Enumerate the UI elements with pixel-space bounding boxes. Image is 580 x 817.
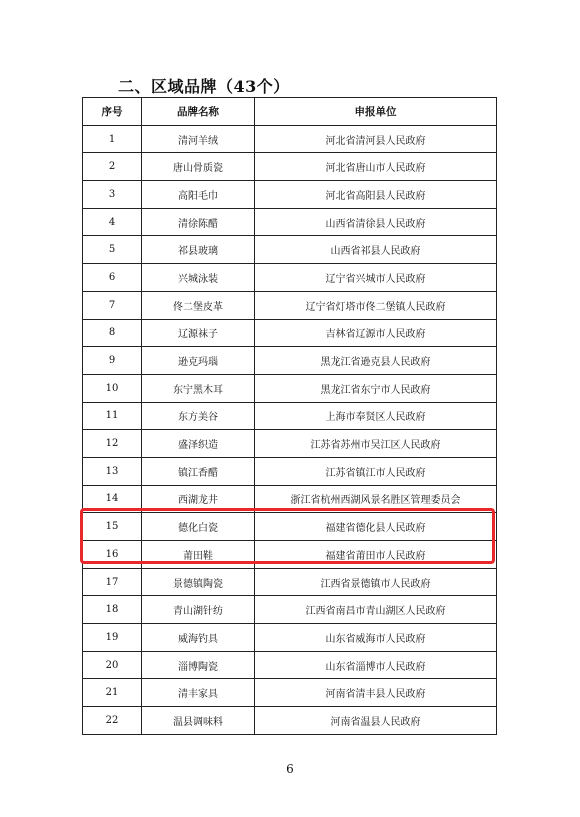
cell-brand-name: 辽源袜子 bbox=[142, 319, 255, 347]
table-row bbox=[83, 651, 497, 679]
table-body bbox=[83, 125, 497, 734]
cell-applicant: 河北省高阳县人民政府 bbox=[255, 181, 497, 209]
table-row bbox=[83, 264, 497, 292]
cell-brand-name: 温县调味料 bbox=[142, 707, 255, 735]
cell-applicant: 浙江省杭州西湖风景名胜区管理委员会 bbox=[255, 485, 497, 513]
cell-brand-name: 东方美谷 bbox=[142, 402, 255, 430]
cell-brand-name: 唐山骨质瓷 bbox=[142, 153, 255, 181]
page-number: 6 bbox=[286, 762, 294, 776]
table-row bbox=[83, 319, 497, 347]
table-row bbox=[83, 236, 497, 264]
table-row bbox=[83, 374, 497, 402]
cell-brand-name: 清徐陈醋 bbox=[142, 208, 255, 236]
cell-brand-name: 淄博陶瓷 bbox=[142, 651, 255, 679]
cell-applicant: 上海市奉贤区人民政府 bbox=[255, 402, 497, 430]
cell-index: 17 bbox=[83, 568, 142, 596]
cell-index: 7 bbox=[83, 291, 142, 319]
cell-index: 15 bbox=[83, 513, 142, 541]
cell-index: 3 bbox=[83, 181, 142, 209]
cell-applicant: 山西省清徐县人民政府 bbox=[255, 208, 497, 236]
table-row bbox=[83, 208, 497, 236]
table-row bbox=[83, 679, 497, 707]
cell-applicant: 辽宁省兴城市人民政府 bbox=[255, 264, 497, 292]
cell-applicant: 河南省清丰县人民政府 bbox=[255, 679, 497, 707]
table-row bbox=[83, 291, 497, 319]
cell-brand-name: 景德镇陶瓷 bbox=[142, 568, 255, 596]
cell-brand-name: 盛泽织造 bbox=[142, 430, 255, 458]
cell-index: 10 bbox=[83, 374, 142, 402]
table-row bbox=[83, 457, 497, 485]
cell-brand-name: 威海钓具 bbox=[142, 624, 255, 652]
cell-applicant: 吉林省辽源市人民政府 bbox=[255, 319, 497, 347]
cell-index: 1 bbox=[83, 125, 142, 153]
cell-brand-name: 莆田鞋 bbox=[142, 541, 255, 569]
cell-index: 11 bbox=[83, 402, 142, 430]
highlight-box bbox=[80, 508, 495, 564]
table-row bbox=[83, 347, 497, 375]
cell-applicant: 江苏省苏州市吴江区人民政府 bbox=[255, 430, 497, 458]
cell-index: 16 bbox=[83, 541, 142, 569]
cell-applicant: 山东省威海市人民政府 bbox=[255, 624, 497, 652]
cell-brand-name: 逊克玛瑙 bbox=[142, 347, 255, 375]
cell-applicant: 江西省南昌市青山湖区人民政府 bbox=[255, 596, 497, 624]
cell-brand-name: 高阳毛巾 bbox=[142, 181, 255, 209]
cell-brand-name: 兴城泳装 bbox=[142, 264, 255, 292]
cell-index: 9 bbox=[83, 347, 142, 375]
header-index: 序号 bbox=[83, 98, 142, 126]
table-row bbox=[83, 125, 497, 153]
cell-brand-name: 佟二堡皮革 bbox=[142, 291, 255, 319]
cell-brand-name: 祁县玻璃 bbox=[142, 236, 255, 264]
table-row bbox=[83, 402, 497, 430]
cell-index: 21 bbox=[83, 679, 142, 707]
cell-applicant: 山西省祁县人民政府 bbox=[255, 236, 497, 264]
cell-index: 22 bbox=[83, 707, 142, 735]
cell-index: 4 bbox=[83, 208, 142, 236]
cell-index: 6 bbox=[83, 264, 142, 292]
table-row bbox=[83, 568, 497, 596]
table-header-row bbox=[83, 98, 497, 126]
header-applicant: 申报单位 bbox=[255, 98, 497, 126]
cell-brand-name: 西湖龙井 bbox=[142, 485, 255, 513]
cell-brand-name: 清丰家具 bbox=[142, 679, 255, 707]
cell-applicant: 江西省景德镇市人民政府 bbox=[255, 568, 497, 596]
cell-brand-name: 德化白瓷 bbox=[142, 513, 255, 541]
cell-index: 8 bbox=[83, 319, 142, 347]
cell-index: 12 bbox=[83, 430, 142, 458]
table-row bbox=[83, 596, 497, 624]
cell-index: 2 bbox=[83, 153, 142, 181]
section-title: 二、区域品牌（43个） bbox=[118, 77, 290, 96]
cell-index: 19 bbox=[83, 624, 142, 652]
cell-index: 5 bbox=[83, 236, 142, 264]
cell-brand-name: 镇江香醋 bbox=[142, 457, 255, 485]
cell-brand-name: 东宁黑木耳 bbox=[142, 374, 255, 402]
cell-applicant: 辽宁省灯塔市佟二堡镇人民政府 bbox=[255, 291, 497, 319]
cell-index: 20 bbox=[83, 651, 142, 679]
table-row bbox=[83, 181, 497, 209]
cell-brand-name: 青山湖针纺 bbox=[142, 596, 255, 624]
header-brand-name: 品牌名称 bbox=[142, 98, 255, 126]
cell-applicant: 江苏省镇江市人民政府 bbox=[255, 457, 497, 485]
cell-applicant: 黑龙江省逊克县人民政府 bbox=[255, 347, 497, 375]
cell-index: 14 bbox=[83, 485, 142, 513]
cell-index: 18 bbox=[83, 596, 142, 624]
brand-table bbox=[82, 97, 497, 735]
cell-applicant: 福建省德化县人民政府 bbox=[255, 513, 497, 541]
cell-applicant: 黑龙江省东宁市人民政府 bbox=[255, 374, 497, 402]
cell-brand-name: 清河羊绒 bbox=[142, 125, 255, 153]
cell-applicant: 河南省温县人民政府 bbox=[255, 707, 497, 735]
cell-applicant: 福建省莆田市人民政府 bbox=[255, 541, 497, 569]
table-row bbox=[83, 624, 497, 652]
cell-applicant: 河北省清河县人民政府 bbox=[255, 125, 497, 153]
table-row bbox=[83, 430, 497, 458]
table-row bbox=[83, 707, 497, 735]
cell-applicant: 河北省唐山市人民政府 bbox=[255, 153, 497, 181]
cell-applicant: 山东省淄博市人民政府 bbox=[255, 651, 497, 679]
table-row bbox=[83, 153, 497, 181]
cell-index: 13 bbox=[83, 457, 142, 485]
